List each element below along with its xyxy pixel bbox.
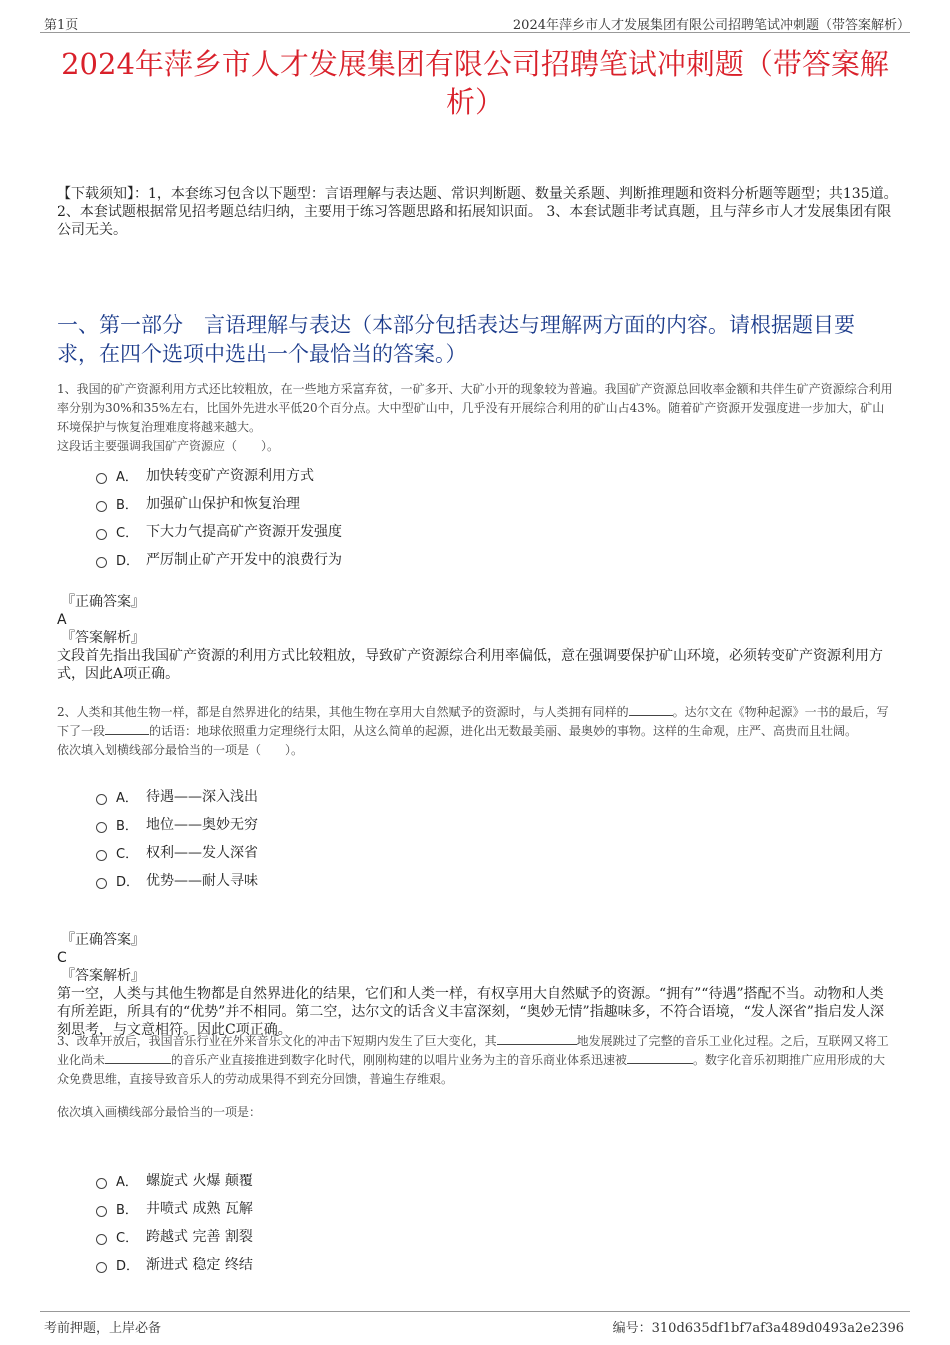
analysis-label: 『答案解析』 (61, 630, 145, 646)
option-a[interactable] (96, 461, 342, 489)
radio-icon[interactable] (96, 501, 107, 512)
analysis-text: 文段首先指出我国矿产资源的利用方式比较粗放，导致矿产资源综合利用率偏低，意在强调要保护矿山环境，必须转变矿产资源利用方式，因此A项正确。 (57, 648, 883, 682)
answer-label: 『正确答案』 (61, 594, 145, 610)
option-letter: C． (116, 1230, 139, 1246)
option-c[interactable] (96, 1222, 253, 1250)
option-letter: A． (116, 469, 138, 485)
analysis-label: 『答案解析』 (61, 968, 145, 984)
question-2-answer-block (57, 931, 890, 1039)
radio-icon[interactable] (96, 850, 107, 861)
stem-part: 2、人类和其他生物一样，都是自然界进化的结果，其他生物在享用大自然赋予的资源时，与人类拥有同样的 (57, 705, 629, 719)
question-1-answer-block (57, 593, 890, 683)
option-c[interactable] (96, 517, 342, 545)
option-letter: A． (116, 790, 138, 806)
fill-blank (105, 1063, 171, 1064)
option-d[interactable] (96, 1250, 253, 1278)
option-letter: B． (116, 497, 138, 513)
option-letter: C． (116, 846, 139, 862)
option-letter: A． (116, 1174, 138, 1190)
section-heading: 一、第一部分 言语理解与表达（本部分包括表达与理解两方面的内容。请根据题目要求，在四个选项中选出一个最恰当的答案。） (57, 313, 855, 366)
question-1-stem (57, 380, 895, 456)
option-letter: D． (116, 553, 140, 569)
question-3-options (96, 1166, 253, 1278)
option-text: 加快转变矿产资源利用方式 (146, 468, 314, 484)
question-ask: 依次填入画横线部分最恰当的一项是： (57, 1105, 262, 1119)
question-stem-text (57, 1032, 895, 1089)
document-title: 2024年萍乡市人才发展集团有限公司招聘笔试冲刺题（带答案解析） (61, 47, 889, 119)
correct-answer: A (57, 612, 67, 628)
option-text: 螺旋式 火爆 颠覆 (146, 1173, 253, 1189)
option-letter: C． (116, 525, 139, 541)
footer-slogan: 考前押题，上岸必备 (44, 1321, 162, 1336)
radio-icon[interactable] (96, 822, 107, 833)
option-a[interactable] (96, 1166, 253, 1194)
option-letter: D． (116, 1258, 140, 1274)
option-d[interactable] (96, 866, 258, 894)
radio-icon[interactable] (96, 529, 107, 540)
radio-icon[interactable] (96, 1206, 107, 1217)
radio-icon[interactable] (96, 794, 107, 805)
option-b[interactable] (96, 1194, 253, 1222)
option-text: 渐进式 稳定 终结 (146, 1257, 253, 1273)
radio-icon[interactable] (96, 1262, 107, 1273)
option-text: 权利——发人深省 (146, 845, 258, 861)
option-b[interactable] (96, 489, 342, 517)
option-letter: D． (116, 874, 140, 890)
stem-part: 。达尔文在《物种起源》一书的最后，写下了一段 (57, 705, 889, 738)
option-letter: B． (116, 1202, 138, 1218)
header-doc-title: 2024年萍乡市人才发展集团有限公司招聘笔试冲刺题（带答案解析） (512, 18, 910, 33)
option-text: 地位——奥妙无穷 (146, 817, 258, 833)
question-ask: 这段话主要强调我国矿产资源应（ ）。 (57, 439, 280, 453)
stem-part: 的话语：地球依照重力定理绕行太阳，从这么简单的起源，进化出无数最美丽、最奥妙的事物。这样的生命观，庄严、高贵而且壮阔。 (149, 724, 858, 738)
page-header (40, 10, 910, 33)
option-text: 跨越式 完善 割裂 (146, 1229, 253, 1245)
radio-icon[interactable] (96, 1234, 107, 1245)
answer-label: 『正确答案』 (61, 932, 145, 948)
analysis-text: 第一空，人类与其他生物都是自然界进化的结果，它们和人类一样，有权享用大自然赋予的资源。“拥有”“待遇”搭配不当。动物和人类有所差距，所具有的“优势”并不相同。第二空，达尔文的话含义丰富深刻，“奥妙无情”指趣味多，不符合语境，“发人深省”指启发人深刻思考，与文意相符。因此C项正确。 (57, 986, 884, 1038)
download-notice: 【下载须知】：1，本套练习包含以下题型：言语理解与表达题、常识判断题、数量关系题、判断推理题和资料分析题等题型；共135道。 2、本套试题根据常见招考题总结归纳，主要用于练习答题思路和拓展知识面。 3、本套试题非考试真题，且与萍乡市人才发展集团有限公司无关。 (57, 186, 898, 238)
radio-icon[interactable] (96, 473, 107, 484)
fill-blank (629, 715, 673, 716)
question-2-stem (57, 703, 895, 760)
radio-icon[interactable] (96, 557, 107, 568)
question-stem-text (57, 703, 895, 741)
question-3-stem (57, 1032, 895, 1122)
fill-blank (497, 1044, 577, 1045)
option-b[interactable] (96, 810, 258, 838)
option-text: 优势——耐人寻味 (146, 873, 258, 889)
option-text: 待遇——深入浅出 (146, 789, 258, 805)
fill-blank (627, 1063, 693, 1064)
option-d[interactable] (96, 545, 342, 573)
correct-answer: C (57, 950, 67, 966)
option-letter: B． (116, 818, 138, 834)
option-text: 井喷式 成熟 瓦解 (146, 1201, 253, 1217)
question-2-options (96, 782, 258, 894)
question-stem-text: 1、我国的矿产资源利用方式还比较粗放，在一些地方采富弃贫，一矿多开、大矿小开的现象较为普遍。我国矿产资源总回收率金额和共伴生矿产资源综合利用率分别为30%和35%左右，比国外先进水平低20个百分点。大中型矿山中，几乎没有开展综合利用的矿山占43%。随着矿产资源开发强度进一步加大，矿山环境保护与恢复治理难度将越来越大。 (57, 382, 893, 434)
stem-part: 3、改革开放后，我国音乐行业在外来音乐文化的冲击下短期内发生了巨大变化，其 (57, 1034, 497, 1048)
page-number: 第1页 (44, 18, 79, 33)
footer-doc-id: 编号：310d635df1bf7af3a489d0493a2e2396 (612, 1321, 904, 1336)
stem-part: 地发展跳过了完整的音乐工业化过程。之后，互联网又将工业化尚未 (57, 1034, 889, 1067)
page-footer (40, 1311, 910, 1342)
option-a[interactable] (96, 782, 258, 810)
option-text: 严厉制止矿产开发中的浪费行为 (146, 552, 342, 568)
fill-blank (105, 734, 149, 735)
question-ask: 依次填入划横线部分最恰当的一项是（ ）。 (57, 743, 304, 757)
stem-part: 。数字化音乐初期推广应用形成的大众免费思维，直接导致音乐人的劳动成果得不到充分回馈，普遍生存维艰。 (57, 1053, 886, 1086)
option-text: 下大力气提高矿产资源开发强度 (146, 524, 342, 540)
option-text: 加强矿山保护和恢复治理 (146, 496, 300, 512)
question-1-options (96, 461, 342, 573)
option-c[interactable] (96, 838, 258, 866)
stem-part: 的音乐产业直接推进到数字化时代，刚刚构建的以唱片业务为主的音乐商业体系迅速被 (171, 1053, 628, 1067)
radio-icon[interactable] (96, 1178, 107, 1189)
radio-icon[interactable] (96, 878, 107, 889)
